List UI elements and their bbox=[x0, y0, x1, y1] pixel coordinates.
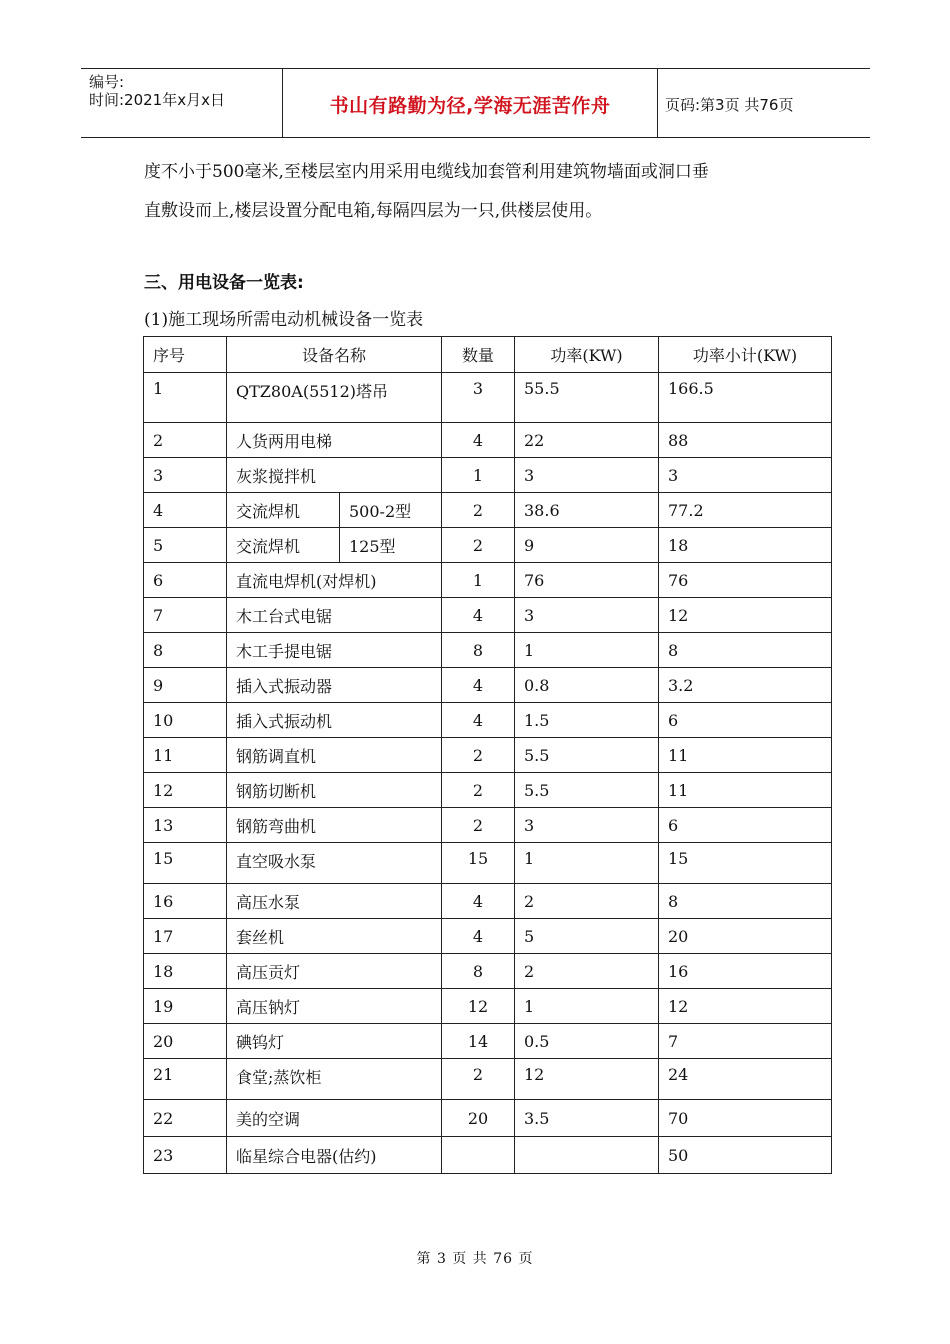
header-cell: 功率(KW) bbox=[515, 337, 659, 373]
cell-no: 21 bbox=[144, 1059, 227, 1100]
cell-subtotal: 76 bbox=[659, 563, 832, 598]
cell-qty: 1 bbox=[442, 563, 515, 598]
table-row bbox=[144, 563, 832, 598]
cell-subtotal: 70 bbox=[659, 1100, 832, 1137]
cell-name: 插入式振动机 bbox=[227, 703, 442, 738]
cell-qty: 8 bbox=[442, 954, 515, 989]
cell-qty: 4 bbox=[442, 668, 515, 703]
cell-power: 38.6 bbox=[515, 493, 659, 528]
cell-no: 6 bbox=[144, 563, 227, 598]
cell-qty: 4 bbox=[442, 598, 515, 633]
table-caption: (1)施工现场所需电动机械设备一览表 bbox=[144, 310, 424, 330]
table-row bbox=[144, 738, 832, 773]
cell-subtotal: 3.2 bbox=[659, 668, 832, 703]
cell-power: 55.5 bbox=[515, 373, 659, 423]
cell-power: 1.5 bbox=[515, 703, 659, 738]
equipment-table bbox=[143, 336, 832, 1174]
cell-name: 直流电焊机(对焊机) bbox=[227, 563, 442, 598]
cell-qty: 8 bbox=[442, 633, 515, 668]
cell-model: 500-2型 bbox=[340, 493, 442, 528]
cell-name: 钢筋切断机 bbox=[227, 773, 442, 808]
table-row bbox=[144, 373, 832, 423]
cell-name: 高压贡灯 bbox=[227, 954, 442, 989]
header-meta bbox=[89, 73, 225, 109]
cell-name: QTZ80A(5512)塔吊 bbox=[227, 373, 442, 423]
header-cell: 设备名称 bbox=[227, 337, 442, 373]
table-row bbox=[144, 493, 832, 528]
body-paragraph-line: 度不小于500毫米,至楼层室内用采用电缆线加套管利用建筑物墙面或洞口垂 bbox=[144, 162, 709, 182]
cell-power: 22 bbox=[515, 423, 659, 458]
cell-subtotal: 16 bbox=[659, 954, 832, 989]
cell-qty: 3 bbox=[442, 373, 515, 423]
table-row bbox=[144, 919, 832, 954]
header-page-info: 页码:第3页 共76页 bbox=[665, 96, 794, 114]
header-cell: 数量 bbox=[442, 337, 515, 373]
header-cell: 功率小计(KW) bbox=[659, 337, 832, 373]
cell-power: 12 bbox=[515, 1059, 659, 1100]
cell-no: 1 bbox=[144, 373, 227, 423]
cell-subtotal: 8 bbox=[659, 884, 832, 919]
cell-name: 高压钠灯 bbox=[227, 989, 442, 1024]
cell-name: 插入式振动器 bbox=[227, 668, 442, 703]
cell-subtotal: 18 bbox=[659, 528, 832, 563]
cell-no: 2 bbox=[144, 423, 227, 458]
table-row bbox=[144, 1024, 832, 1059]
cell-power: 0.8 bbox=[515, 668, 659, 703]
cell-qty: 14 bbox=[442, 1024, 515, 1059]
table-row bbox=[144, 1100, 832, 1137]
cell-subtotal: 77.2 bbox=[659, 493, 832, 528]
cell-power: 1 bbox=[515, 843, 659, 884]
table-row bbox=[144, 1137, 832, 1174]
cell-name: 灰浆搅拌机 bbox=[227, 458, 442, 493]
cell-name: 木工手提电锯 bbox=[227, 633, 442, 668]
document-number-label: 编号: bbox=[89, 73, 125, 91]
cell-qty: 2 bbox=[442, 738, 515, 773]
cell-qty: 4 bbox=[442, 423, 515, 458]
cell-subtotal: 12 bbox=[659, 598, 832, 633]
section-title: 三、用电设备一览表: bbox=[144, 273, 304, 293]
cell-no: 13 bbox=[144, 808, 227, 843]
cell-qty: 4 bbox=[442, 703, 515, 738]
table-row bbox=[144, 423, 832, 458]
cell-power: 5.5 bbox=[515, 773, 659, 808]
cell-power: 5.5 bbox=[515, 738, 659, 773]
table-row bbox=[144, 773, 832, 808]
cell-subtotal: 20 bbox=[659, 919, 832, 954]
page-footer: 第 3 页 共 76 页 bbox=[416, 1251, 534, 1267]
cell-subtotal: 11 bbox=[659, 773, 832, 808]
cell-power: 3 bbox=[515, 458, 659, 493]
cell-subtotal: 15 bbox=[659, 843, 832, 884]
cell-no: 7 bbox=[144, 598, 227, 633]
cell-qty: 2 bbox=[442, 773, 515, 808]
header-divider bbox=[657, 69, 658, 137]
cell-no: 19 bbox=[144, 989, 227, 1024]
cell-no: 22 bbox=[144, 1100, 227, 1137]
cell-power: 0.5 bbox=[515, 1024, 659, 1059]
cell-name: 美的空调 bbox=[227, 1100, 442, 1137]
cell-no: 16 bbox=[144, 884, 227, 919]
cell-qty: 2 bbox=[442, 1059, 515, 1100]
cell-name: 食堂;蒸饮柜 bbox=[227, 1059, 442, 1100]
cell-name: 碘钨灯 bbox=[227, 1024, 442, 1059]
cell-qty: 12 bbox=[442, 989, 515, 1024]
header-cell: 序号 bbox=[144, 337, 227, 373]
cell-no: 12 bbox=[144, 773, 227, 808]
cell-subtotal: 24 bbox=[659, 1059, 832, 1100]
cell-subtotal: 6 bbox=[659, 808, 832, 843]
cell-no: 3 bbox=[144, 458, 227, 493]
cell-subtotal: 50 bbox=[659, 1137, 832, 1174]
cell-qty: 1 bbox=[442, 458, 515, 493]
body-paragraph-line: 直敷设而上,楼层设置分配电箱,每隔四层为一只,供楼层使用。 bbox=[144, 201, 603, 221]
cell-power bbox=[515, 1137, 659, 1174]
cell-no: 23 bbox=[144, 1137, 227, 1174]
cell-no: 15 bbox=[144, 843, 227, 884]
table-row bbox=[144, 528, 832, 563]
cell-name: 套丝机 bbox=[227, 919, 442, 954]
cell-no: 20 bbox=[144, 1024, 227, 1059]
cell-power: 2 bbox=[515, 884, 659, 919]
cell-no: 9 bbox=[144, 668, 227, 703]
table-row bbox=[144, 989, 832, 1024]
cell-power: 1 bbox=[515, 989, 659, 1024]
cell-no: 5 bbox=[144, 528, 227, 563]
cell-name: 钢筋调直机 bbox=[227, 738, 442, 773]
cell-name: 临星综合电器(估约) bbox=[227, 1137, 442, 1174]
cell-power: 3.5 bbox=[515, 1100, 659, 1137]
cell-model: 125型 bbox=[340, 528, 442, 563]
cell-no: 18 bbox=[144, 954, 227, 989]
cell-no: 17 bbox=[144, 919, 227, 954]
cell-subtotal: 166.5 bbox=[659, 373, 832, 423]
table-row bbox=[144, 458, 832, 493]
cell-power: 3 bbox=[515, 598, 659, 633]
cell-name: 人货两用电梯 bbox=[227, 423, 442, 458]
table-row bbox=[144, 1059, 832, 1100]
cell-name: 高压水泵 bbox=[227, 884, 442, 919]
cell-subtotal: 3 bbox=[659, 458, 832, 493]
table-row bbox=[144, 668, 832, 703]
cell-power: 2 bbox=[515, 954, 659, 989]
table-row bbox=[144, 843, 832, 884]
table-row bbox=[144, 954, 832, 989]
cell-qty: 4 bbox=[442, 884, 515, 919]
cell-no: 8 bbox=[144, 633, 227, 668]
cell-qty: 2 bbox=[442, 808, 515, 843]
cell-subtotal: 7 bbox=[659, 1024, 832, 1059]
cell-power: 3 bbox=[515, 808, 659, 843]
header-motto: 书山有路勤为径,学海无涯苦作舟 bbox=[329, 95, 611, 117]
cell-subtotal: 6 bbox=[659, 703, 832, 738]
table-row bbox=[144, 633, 832, 668]
table-row bbox=[144, 808, 832, 843]
table-row bbox=[144, 598, 832, 633]
cell-name: 交流焊机 bbox=[227, 528, 340, 563]
cell-subtotal: 88 bbox=[659, 423, 832, 458]
cell-no: 4 bbox=[144, 493, 227, 528]
table-header-row bbox=[144, 337, 832, 373]
cell-name: 交流焊机 bbox=[227, 493, 340, 528]
table-row bbox=[144, 703, 832, 738]
cell-no: 11 bbox=[144, 738, 227, 773]
cell-name: 木工台式电锯 bbox=[227, 598, 442, 633]
cell-power: 5 bbox=[515, 919, 659, 954]
cell-qty bbox=[442, 1137, 515, 1174]
table-row bbox=[144, 884, 832, 919]
cell-power: 9 bbox=[515, 528, 659, 563]
document-date: 时间:2021年x月x日 bbox=[89, 91, 225, 109]
cell-subtotal: 12 bbox=[659, 989, 832, 1024]
cell-no: 10 bbox=[144, 703, 227, 738]
cell-qty: 20 bbox=[442, 1100, 515, 1137]
cell-power: 1 bbox=[515, 633, 659, 668]
cell-name: 钢筋弯曲机 bbox=[227, 808, 442, 843]
cell-qty: 2 bbox=[442, 493, 515, 528]
page-header bbox=[81, 68, 870, 138]
cell-power: 76 bbox=[515, 563, 659, 598]
cell-subtotal: 11 bbox=[659, 738, 832, 773]
cell-qty: 4 bbox=[442, 919, 515, 954]
cell-subtotal: 8 bbox=[659, 633, 832, 668]
cell-qty: 2 bbox=[442, 528, 515, 563]
cell-name: 直空吸水泵 bbox=[227, 843, 442, 884]
cell-qty: 15 bbox=[442, 843, 515, 884]
